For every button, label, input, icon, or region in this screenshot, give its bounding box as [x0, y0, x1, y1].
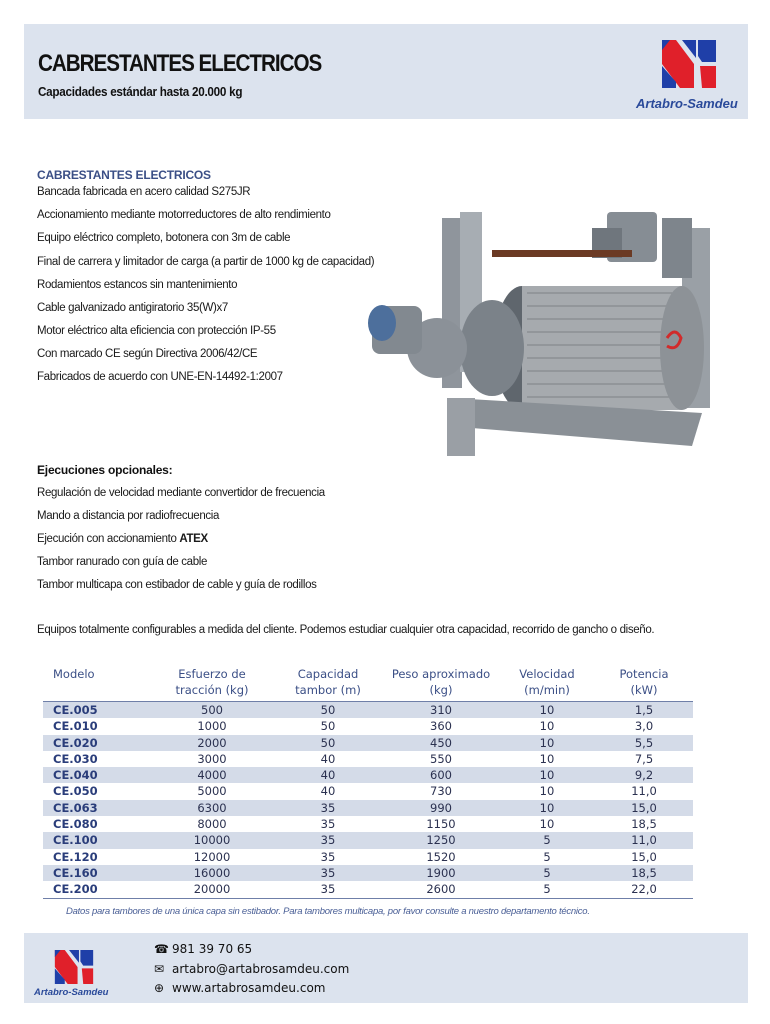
optional-item: Tambor ranurado con guía de cable	[37, 556, 208, 568]
brand-logo	[634, 34, 744, 116]
table-cell: 35	[273, 816, 383, 832]
feature-item: Accionamiento mediante motorreductores de alto rendimiento	[37, 209, 331, 221]
table-cell: CE.030	[43, 751, 151, 767]
footer-banner	[24, 933, 748, 1003]
table-cell: 7,5	[595, 751, 693, 767]
table-cell: CE.120	[43, 849, 151, 865]
table-cell: 1000	[151, 718, 273, 734]
contact-web[interactable]: ⊕ www.artabrosamdeu.com	[154, 981, 326, 995]
brand-name: Artabro-Samdeu	[636, 96, 738, 111]
table-row	[43, 751, 693, 767]
optional-title: Ejecuciones opcionales:	[37, 463, 173, 477]
table-cell: 20000	[151, 881, 273, 898]
table-cell: 10	[499, 783, 595, 799]
table-cell: 10	[499, 800, 595, 816]
table-cell: 10	[499, 718, 595, 734]
table-cell: 5,5	[595, 735, 693, 751]
table-cell: CE.063	[43, 800, 151, 816]
table-row	[43, 832, 693, 848]
table-row	[43, 718, 693, 734]
table-cell: 1250	[383, 832, 499, 848]
table-cell: 3000	[151, 751, 273, 767]
feature-item: Motor eléctrico alta eficiencia con protección IP-55	[37, 325, 276, 337]
table-cell: 35	[273, 865, 383, 881]
table-cell: 5	[499, 881, 595, 898]
table-cell: CE.010	[43, 718, 151, 734]
table-cell: CE.100	[43, 832, 151, 848]
table-cell: 990	[383, 800, 499, 816]
table-cell: 5	[499, 865, 595, 881]
table-cell: 11,0	[595, 832, 693, 848]
table-cell: 40	[273, 767, 383, 783]
table-cell: 1520	[383, 849, 499, 865]
table-row	[43, 881, 693, 898]
table-cell: 15,0	[595, 849, 693, 865]
configurable-note: Equipos totalmente configurables a medida del cliente. Podemos estudiar cualquier otra capacidad, recorrido de gancho o diseño.	[37, 624, 655, 636]
table-cell: 2600	[383, 881, 499, 898]
globe-icon: ⊕	[154, 981, 165, 995]
table-cell: CE.080	[43, 816, 151, 832]
feature-item: Bancada fabricada en acero calidad S275JR	[37, 186, 251, 198]
table-cell: 50	[273, 702, 383, 719]
table-cell: 10	[499, 702, 595, 719]
optional-item: Tambor multicapa con estibador de cable y guía de rodillos	[37, 579, 317, 591]
table-cell: CE.050	[43, 783, 151, 799]
feature-item: Con marcado CE según Directiva 2006/42/CE	[37, 348, 258, 360]
table-cell: 1900	[383, 865, 499, 881]
table-cell: 1150	[383, 816, 499, 832]
table-cell: 10	[499, 816, 595, 832]
table-cell: 10	[499, 751, 595, 767]
optional-item: Ejecución con accionamiento ATEX	[37, 533, 208, 545]
specs-table	[43, 663, 693, 899]
winch-photo	[352, 198, 732, 456]
column-header: Esfuerzo de tracción (kg)	[151, 663, 273, 702]
table-cell: CE.005	[43, 702, 151, 719]
table-cell: 550	[383, 751, 499, 767]
feature-item: Fabricados de acuerdo con UNE-EN-14492-1:2007	[37, 371, 283, 383]
table-cell: 40	[273, 783, 383, 799]
table-row	[43, 702, 693, 719]
table-cell: 730	[383, 783, 499, 799]
table-cell: 5	[499, 832, 595, 848]
table-cell: CE.200	[43, 881, 151, 898]
feature-item: Equipo eléctrico completo, botonera con 3m de cable	[37, 232, 291, 244]
table-cell: 12000	[151, 849, 273, 865]
table-row	[43, 865, 693, 881]
table-cell: 10	[499, 735, 595, 751]
column-header: Potencia (kW)	[595, 663, 693, 702]
footer-logo	[34, 947, 114, 1003]
table-cell: 600	[383, 767, 499, 783]
table-cell: 360	[383, 718, 499, 734]
column-header: Capacidad tambor (m)	[273, 663, 383, 702]
table-cell: 18,5	[595, 865, 693, 881]
feature-item: Rodamientos estancos sin mantenimiento	[37, 279, 238, 291]
table-cell: 1,5	[595, 702, 693, 719]
table-row	[43, 735, 693, 751]
page-subtitle: Capacidades estándar hasta 20.000 kg	[38, 84, 243, 99]
contact-phone: ☎ 981 39 70 65	[154, 942, 253, 956]
table-cell: 10	[499, 767, 595, 783]
table-cell: 40	[273, 751, 383, 767]
table-cell: CE.020	[43, 735, 151, 751]
table-cell: 16000	[151, 865, 273, 881]
column-header: Modelo	[43, 663, 151, 702]
table-cell: 310	[383, 702, 499, 719]
table-cell: 8000	[151, 816, 273, 832]
table-row	[43, 783, 693, 799]
contact-email[interactable]: ✉ artabro@artabrosamdeu.com	[154, 962, 350, 976]
table-row	[43, 816, 693, 832]
atex-label: ATEX	[179, 533, 208, 545]
feature-item: Cable galvanizado antigiratorio 35(W)x7	[37, 302, 228, 314]
table-row	[43, 800, 693, 816]
table-cell: 3,0	[595, 718, 693, 734]
feature-item: Final de carrera y limitador de carga (a partir de 1000 kg de capacidad)	[37, 256, 375, 268]
table-cell: 11,0	[595, 783, 693, 799]
table-cell: 9,2	[595, 767, 693, 783]
phone-icon: ☎	[154, 942, 169, 956]
optional-item: Mando a distancia por radiofrecuencia	[37, 510, 220, 522]
table-cell: 5	[499, 849, 595, 865]
table-cell: 450	[383, 735, 499, 751]
table-row	[43, 767, 693, 783]
email-icon: ✉	[154, 962, 165, 976]
table-cell: 35	[273, 849, 383, 865]
table-row	[43, 849, 693, 865]
footer-brand-name: Artabro-Samdeu	[34, 987, 109, 998]
table-cell: 6300	[151, 800, 273, 816]
table-cell: 5000	[151, 783, 273, 799]
table-cell: 2000	[151, 735, 273, 751]
brand-logo-icon	[658, 36, 720, 92]
header-banner	[24, 24, 748, 119]
table-footnote: Datos para tambores de una única capa sin estibador. Para tambores multicapa, por favor consulte a nuestro departamento técnico.	[66, 906, 590, 917]
table-cell: 500	[151, 702, 273, 719]
table-cell: 18,5	[595, 816, 693, 832]
table-cell: 35	[273, 881, 383, 898]
table-cell: CE.040	[43, 767, 151, 783]
page-title: CABRESTANTES ELECTRICOS	[38, 50, 322, 77]
column-header: Peso aproximado (kg)	[383, 663, 499, 702]
optional-item: Regulación de velocidad mediante convertidor de frecuencia	[37, 487, 325, 499]
table-cell: 50	[273, 735, 383, 751]
table-cell: 35	[273, 800, 383, 816]
table-cell: 4000	[151, 767, 273, 783]
table-cell: 10000	[151, 832, 273, 848]
table-cell: 35	[273, 832, 383, 848]
table-header	[43, 663, 693, 702]
features-title: CABRESTANTES ELECTRICOS	[37, 168, 211, 182]
table-cell: CE.160	[43, 865, 151, 881]
table-cell: 22,0	[595, 881, 693, 898]
column-header: Velocidad (m/min)	[499, 663, 595, 702]
table-cell: 15,0	[595, 800, 693, 816]
table-cell: 50	[273, 718, 383, 734]
brand-logo-icon	[52, 947, 96, 987]
